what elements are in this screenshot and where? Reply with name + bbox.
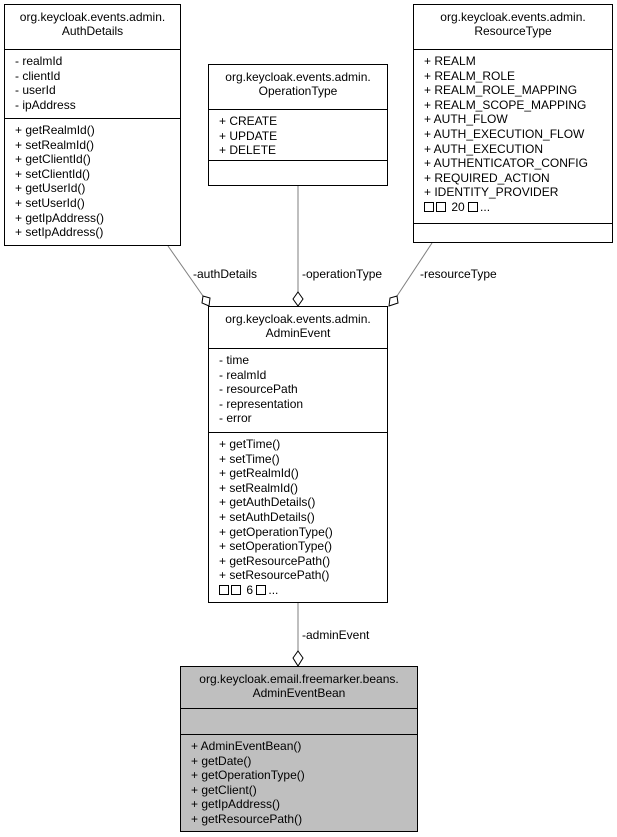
- class-title-package: org.keycloak.events.admin.: [225, 312, 371, 326]
- method: + getDate(): [191, 753, 252, 768]
- class-title-name: AdminEvent: [265, 326, 331, 340]
- diamond-resource-type: [389, 296, 398, 306]
- placeholder-box-icon: [424, 202, 434, 212]
- more-methods-count: 6: [246, 582, 254, 597]
- class-title-package: org.keycloak.events.admin.: [225, 70, 371, 84]
- diamond-auth-details: [202, 296, 210, 306]
- method: + getResourcePath(): [191, 811, 303, 826]
- attribute: + REALM: [424, 54, 476, 68]
- placeholder-box-icon: [219, 585, 229, 595]
- attribute: + IDENTITY_PROVIDER: [424, 185, 559, 200]
- more-methods: 6 ...: [219, 583, 383, 598]
- class-title-package: org.keycloak.events.admin.: [19, 10, 166, 24]
- methods-section: [209, 161, 387, 167]
- edge-label-resource-type: -resourceType: [420, 267, 497, 281]
- edge-label-admin-event: -adminEvent: [302, 628, 370, 642]
- placeholder-box-icon: [231, 585, 241, 595]
- method: + getIpAddress(): [15, 210, 105, 225]
- diamond-admin-event: [293, 651, 303, 666]
- class-title: [414, 5, 612, 50]
- method: + setClientId(): [15, 166, 91, 181]
- method: + setIpAddress(): [15, 225, 104, 240]
- attribute: - ipAddress: [15, 97, 76, 112]
- class-title-package: org.keycloak.events.admin.: [440, 10, 586, 24]
- attribute: - realmId: [219, 367, 267, 382]
- methods-section: [414, 224, 612, 230]
- edge-label-auth-details: -authDetails: [193, 267, 258, 281]
- placeholder-box-icon: [256, 585, 266, 595]
- attribute: + REALM_ROLE: [424, 68, 516, 83]
- class-title-name: OperationType: [258, 84, 338, 98]
- attribute: + AUTHENTICATOR_CONFIG: [424, 156, 588, 171]
- method: + getRealmId(): [219, 466, 299, 481]
- method: + AdminEventBean(): [191, 739, 302, 753]
- attribute: - time: [219, 353, 249, 367]
- method: + setRealmId(): [219, 480, 299, 495]
- attribute: + AUTH_FLOW: [424, 112, 508, 127]
- methods-section: [181, 735, 417, 829]
- method: + getTime(): [219, 437, 281, 451]
- class-operation-type[interactable]: [208, 64, 388, 186]
- class-title-name: ResourceType: [474, 24, 552, 38]
- class-title: [209, 307, 387, 349]
- attribute: + REQUIRED_ACTION: [424, 170, 550, 185]
- method: + getOperationType(): [219, 524, 333, 539]
- method: + setUserId(): [15, 195, 85, 210]
- methods-section: [209, 433, 387, 600]
- attributes-section: [209, 349, 387, 433]
- class-auth-details[interactable]: [4, 4, 181, 246]
- attribute: - resourcePath: [219, 382, 298, 397]
- method: + setAuthDetails(): [219, 509, 315, 524]
- class-title: [209, 65, 387, 110]
- class-title: [5, 5, 180, 50]
- attribute: + UPDATE: [219, 128, 278, 143]
- class-admin-event-bean[interactable]: [180, 666, 418, 832]
- attribute: - error: [219, 411, 252, 426]
- attribute: + DELETE: [219, 143, 277, 158]
- method: + setResourcePath(): [219, 568, 330, 583]
- attributes-section: [209, 110, 387, 161]
- class-admin-event[interactable]: [208, 306, 388, 603]
- class-title: [181, 667, 417, 709]
- attribute: - clientId: [15, 68, 61, 83]
- attribute: - realmId: [15, 54, 63, 68]
- attribute: - userId: [15, 83, 56, 98]
- method: + getIpAddress(): [191, 797, 281, 812]
- method: + getUserId(): [15, 181, 86, 196]
- diamond-operation-type: [293, 292, 303, 306]
- more-attributes: 20 ...: [424, 200, 608, 215]
- attribute: + AUTH_EXECUTION_FLOW: [424, 126, 585, 141]
- method: + getRealmId(): [15, 123, 95, 137]
- class-title-name: AuthDetails: [61, 24, 124, 38]
- attribute: + CREATE: [219, 114, 278, 128]
- class-title-name: AdminEventBean: [252, 686, 346, 700]
- attributes-section: [414, 50, 612, 224]
- class-resource-type[interactable]: [413, 4, 613, 243]
- method: + getResourcePath(): [219, 553, 331, 568]
- attribute: + REALM_SCOPE_MAPPING: [424, 97, 587, 112]
- method: + setRealmId(): [15, 137, 95, 152]
- method: + setTime(): [219, 451, 280, 466]
- method: + getOperationType(): [191, 768, 305, 783]
- placeholder-box-icon: [468, 202, 478, 212]
- method: + setOperationType(): [219, 539, 333, 554]
- method: + getClientId(): [15, 152, 91, 167]
- more-attributes-count: 20: [451, 199, 465, 214]
- attributes-section: [181, 709, 417, 735]
- method: + getAuthDetails(): [219, 495, 316, 510]
- methods-section: [5, 119, 180, 242]
- method: + getClient(): [191, 782, 257, 797]
- attributes-section: [5, 50, 180, 119]
- attribute: + AUTH_EXECUTION: [424, 141, 544, 156]
- placeholder-box-icon: [436, 202, 446, 212]
- attribute: - representation: [219, 396, 304, 411]
- attribute: + REALM_ROLE_MAPPING: [424, 83, 578, 98]
- edge-label-operation-type: -operationType: [302, 267, 383, 281]
- class-title-package: org.keycloak.email.freemarker.beans.: [199, 672, 399, 686]
